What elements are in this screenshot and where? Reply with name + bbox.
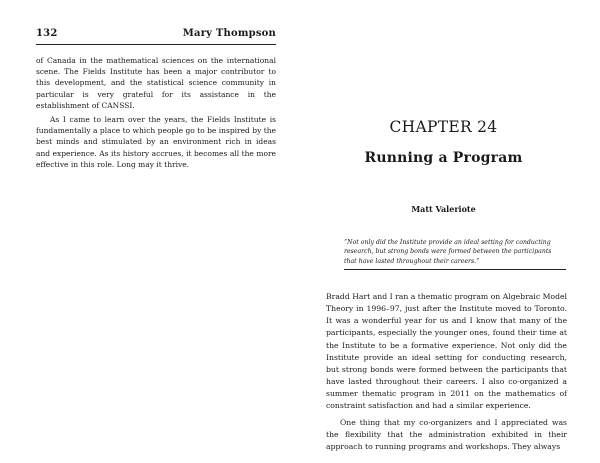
chapter-author: Matt Valeriote	[411, 204, 476, 214]
running-head-author: Mary Thompson	[182, 28, 276, 39]
chapter-body-text	[326, 291, 567, 453]
right-page	[300, 0, 600, 463]
paragraph: Bradd Hart and I ran a thematic program on Algebraic Model Theory in 1996–97, just after the Institute moved to Toronto. It was a wonderful year for us and I know that many of the participants, especially the younger ones, found their time at the Institute to be a formative experience. Not only did the Institute provide an ideal setting for conducting research, but strong bonds were formed between the participants that have lasted throughout their careers. I also co-organized a summer thematic program in 2011 on the mathematics of constraint satisfaction and had a similar experience.	[326, 292, 567, 411]
running-head	[36, 28, 276, 44]
paragraph: One thing that my co-organizers and I appreciated was the flexibility that the administration exhibited in their approach to running programs and workshops. They always	[326, 417, 567, 451]
chapter-number: CHAPTER 24	[389, 118, 498, 136]
paragraph: of Canada in the mathematical sciences on the international scene. The Fields Institute has been a major contributor to this development, and the statistical science community in particular is very grateful for its assistance in the establishment of CANSSI.	[36, 56, 276, 110]
page-number: 132	[36, 28, 58, 39]
header-rule	[36, 44, 276, 45]
paragraph: As I came to learn over the years, the Fields Institute is fundamentally a place to which people go to be inspired by the best minds and stimulated by an environment rich in ideas and experience. As its history accrues, it becomes all the more effective in this role. Long may it thrive.	[36, 115, 276, 169]
chapter-title: Running a Program	[364, 150, 523, 166]
epigraph-rule	[344, 269, 566, 270]
left-body-text	[36, 55, 276, 170]
epigraph: “Not only did the Institute provide an ideal setting for conducting research, but strong bonds were formed between the participants that have lasted throughout their careers.”	[344, 239, 552, 265]
